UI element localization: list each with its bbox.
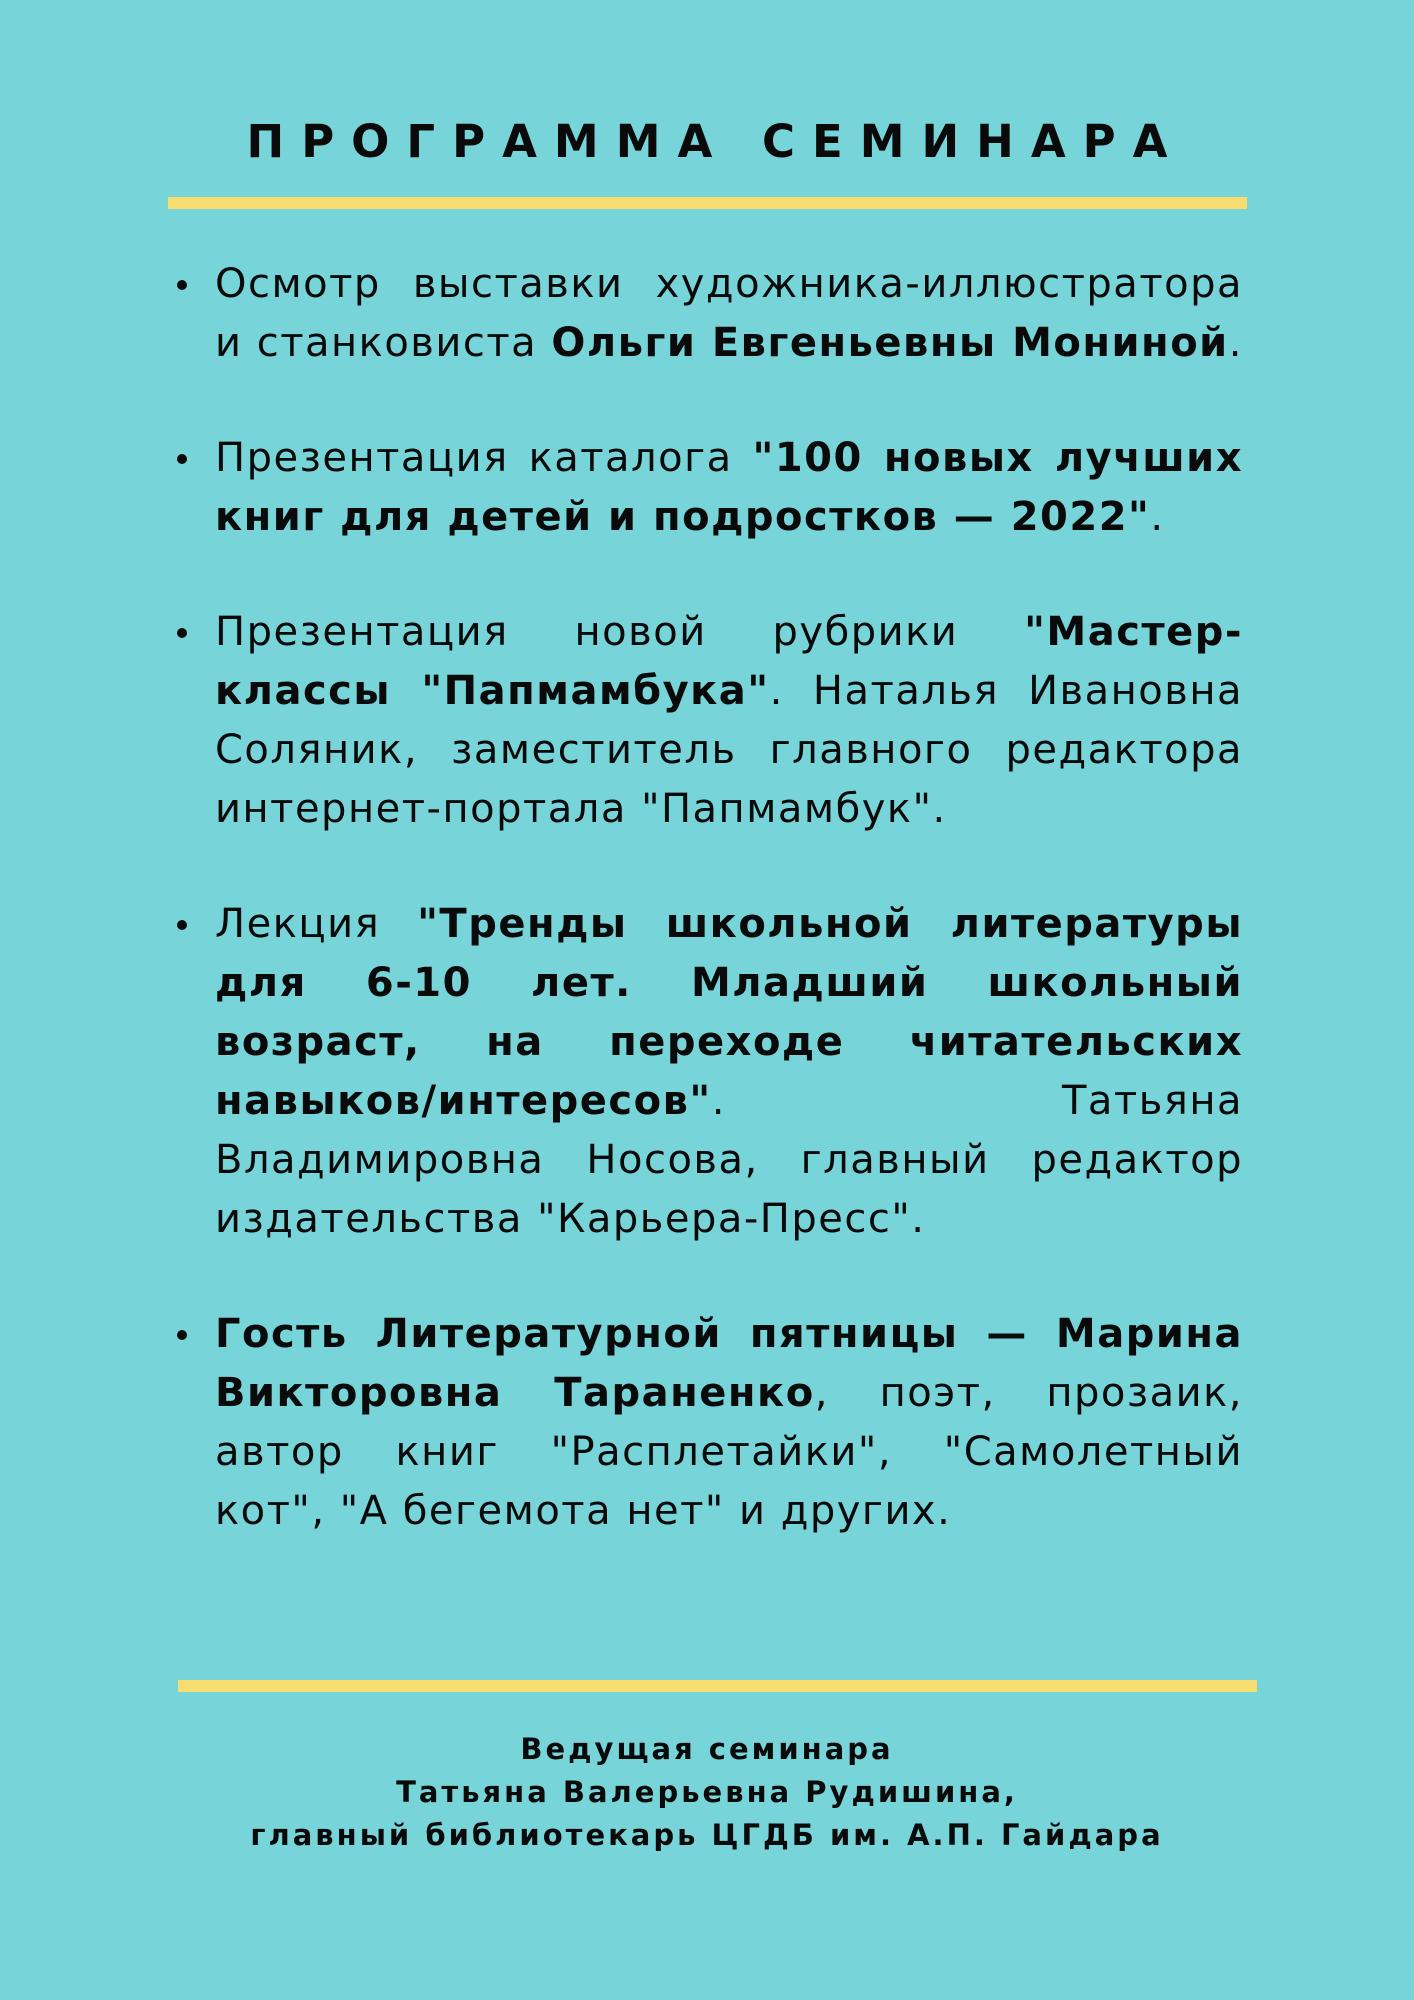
bottom-divider	[178, 1680, 1257, 1692]
item-text: Лекция	[215, 901, 418, 947]
host-name: Татьяна Валерьевна Рудишина,	[396, 1775, 1018, 1809]
bullet-icon	[177, 628, 187, 638]
item-highlight: "Мастер-классы "Папмамбука"	[215, 609, 1243, 714]
program-list	[173, 255, 1243, 1541]
item-text: Презентация каталога	[215, 435, 753, 481]
program-item	[173, 603, 1243, 839]
program-item	[173, 1305, 1243, 1541]
item-text: Осмотр выставки художника-иллюстратора и станковиста	[215, 261, 1243, 366]
bullet-icon	[177, 920, 187, 930]
item-highlight: Гость Литературной пятницы — Марина Викторовна Тараненко	[215, 1311, 1243, 1416]
item-text: Презентация новой рубрики	[215, 609, 1025, 655]
bullet-icon	[177, 1330, 187, 1340]
program-item	[173, 429, 1243, 547]
item-text: . Татьяна Владимировна Носова, главный редактор издательства "Карьера-Пресс".	[215, 1078, 1243, 1242]
top-divider	[168, 197, 1247, 209]
item-highlight: Ольги Евгеньевны Мониной	[551, 320, 1229, 366]
item-text: . Наталья Ивановна Соляник, заместитель главного редактора интернет-портала "Папмамбук".	[215, 668, 1243, 832]
host-heading: Ведущая семинара	[520, 1732, 894, 1766]
page-title: ПРОГРАММА СЕМИНАРА	[246, 115, 1185, 168]
program-item	[173, 255, 1243, 373]
host-position: главный библиотекарь ЦГДБ им. А.П. Гайдара	[250, 1818, 1164, 1852]
item-text: .	[1228, 320, 1243, 366]
bullet-icon	[177, 454, 187, 464]
item-text: .	[1150, 494, 1165, 540]
host-info	[0, 1728, 1414, 1857]
item-highlight: "100 новых лучших книг для детей и подростков — 2022"	[215, 435, 1244, 540]
item-highlight: "Тренды школьной литературы для 6-10 лет. Младший школьный возраст, на переходе читательских навыков/интересов"	[215, 901, 1243, 1124]
bullet-icon	[177, 280, 187, 290]
item-text: , поэт, прозаик, автор книг "Расплетайки", "Самолетный кот", "А бегемота нет" и других.	[215, 1370, 1244, 1534]
program-item	[173, 895, 1243, 1249]
